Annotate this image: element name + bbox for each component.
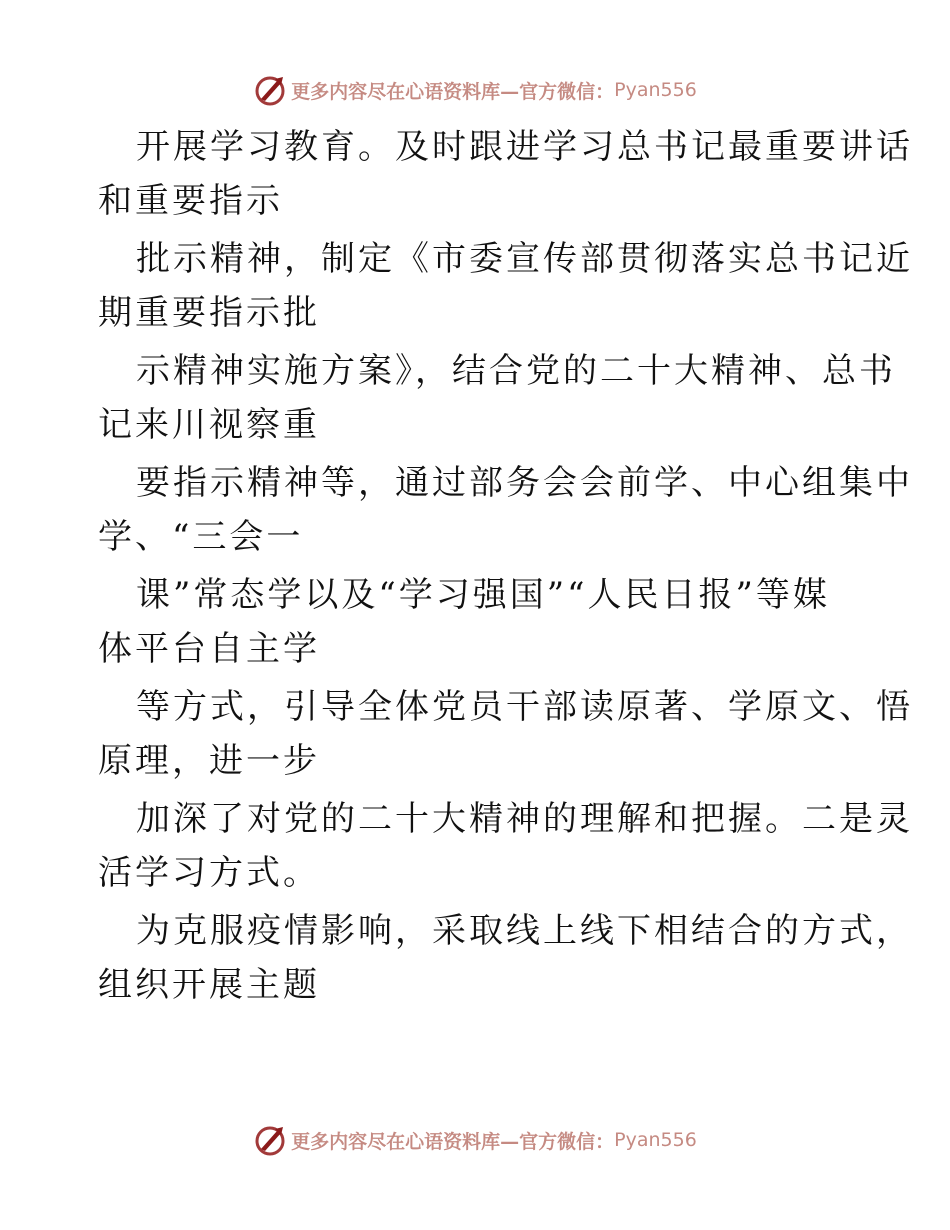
paragraph (98, 344, 896, 452)
footer-banner (0, 1120, 950, 1160)
footer-banner-contact: Pyan556 (614, 1129, 697, 1151)
paragraph-line: 课”常态学以及“学习强国”“人民日报”等媒 (136, 575, 830, 615)
paragraph (98, 568, 858, 676)
quill-pen-logo-icon (253, 1123, 287, 1157)
paragraph-line: 为克服疫情影响，采取线上线下相结合的方式， (136, 911, 913, 951)
header-banner (0, 70, 950, 110)
paragraph-line: 批示精神，制定《市委宣传部贯彻落实总书记近 (136, 239, 913, 279)
footer-banner-text: 更多内容尽在心语资料库—官方微信： (291, 1130, 615, 1153)
paragraph-line: 开展学习教育。及时跟进学习总书记最重要讲话 (136, 127, 913, 167)
paragraph (98, 456, 913, 564)
paragraph-line: 等方式，引导全体党员干部读原著、学原文、悟 (136, 687, 913, 727)
paragraph-line: 活学习方式。 (98, 853, 320, 893)
paragraph-line: 记来川视察重 (98, 405, 320, 445)
paragraph-line: 加深了对党的二十大精神的理解和把握。二是灵 (136, 799, 913, 839)
header-banner-text: 更多内容尽在心语资料库—官方微信： (291, 80, 615, 103)
paragraph-line: 学、“三会一 (98, 517, 304, 557)
header-banner-contact: Pyan556 (614, 79, 697, 101)
paragraph-line: 期重要指示批 (98, 293, 320, 333)
quill-pen-logo-icon (253, 73, 287, 107)
paragraph-line: 和重要指示 (98, 181, 283, 221)
paragraph-line: 示精神实施方案》，结合党的二十大精神、总书 (136, 351, 896, 391)
paragraph-line: 要指示精神等，通过部务会会前学、中心组集中 (136, 463, 913, 503)
paragraph (98, 904, 913, 1012)
paragraph (98, 792, 913, 900)
paragraph-line: 体平台自主学 (98, 629, 320, 669)
document-body (98, 120, 913, 1016)
paragraph (98, 680, 913, 788)
paragraph-line: 原理，进一步 (98, 741, 320, 781)
paragraph (98, 120, 913, 228)
paragraph-line: 组织开展主题 (98, 965, 320, 1005)
paragraph (98, 232, 913, 340)
